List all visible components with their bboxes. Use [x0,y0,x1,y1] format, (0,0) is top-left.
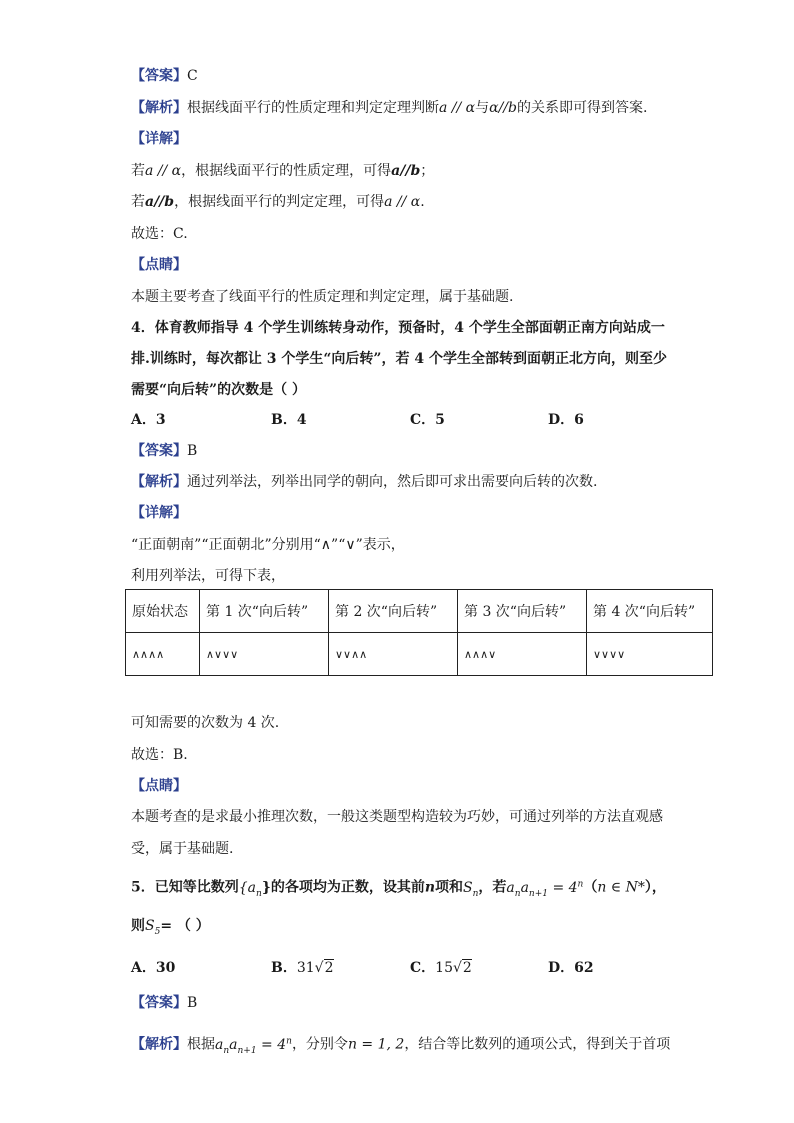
detail-tag: 【详解】 [131,505,187,521]
comment-tag: 【点睛】 [131,257,187,273]
text: 项和 [435,879,464,896]
q4-stem-line2: 排.训练时，每次都让 3 个学生“向后转”，若 4 个学生全部转到面朝正北方向，则至少 [131,351,667,367]
table-header-cell: 第 4 次“向后转” [587,590,713,633]
table-cell: ∨∨∧∧ [329,633,458,676]
q4-option-c: C．5 [410,412,445,428]
math-expr: α//b [489,100,517,116]
q3-comment-text: 本题主要考查了线面平行的性质定理和判定定理，属于基础题. [131,289,514,305]
analysis-text: 与 [475,100,490,116]
q5-analysis-line [131,1031,670,1060]
math-expr: a // α [439,100,476,116]
text: }的各项均为正数，设其前 [261,879,425,896]
analysis-text: 通过列举法，列举出同学的朝向，然后即可求出需要向后转的次数. [187,474,598,490]
table-header-cell: 原始状态 [126,590,200,633]
table-cell: ∧∧∧∨ [458,633,587,676]
table-header-cell: 第 2 次“向后转” [329,590,458,633]
table-header-cell: 第 1 次“向后转” [200,590,329,633]
text: ； [420,163,435,179]
text: 若 [131,194,145,210]
analysis-tag: 【解析】 [131,474,187,490]
math-expr: $S_n$ [463,879,479,899]
analysis-tag: 【解析】 [131,100,187,116]
q3-detail-heading [131,129,187,149]
math-expr: n ∈ N* [597,879,645,896]
math-part: S [463,879,473,896]
option-label: C． [410,960,436,976]
text: = （ ） [160,918,210,934]
q4-analysis-line [131,472,597,492]
text: 则 [131,918,145,934]
math-expr: a // α [384,194,421,210]
option-value: 31 [296,960,315,976]
q4-choose: 故选：B. [131,747,188,763]
q4-comment-heading [131,776,187,796]
option-value: 15 [435,960,453,976]
q3-detail-line1 [131,161,434,181]
orientation-table [125,589,713,676]
q5-answer-line [131,993,197,1013]
math-expr: a // α [145,163,182,179]
comment-tag: 【点睛】 [131,778,187,794]
answer-value: B [187,995,198,1011]
math-expr: $a_na_{n+1} = 4^n$ [215,1036,292,1056]
math-expr: n [424,879,436,896]
answer-tag: 【答案】 [131,443,187,459]
table-header-cell: 第 3 次“向后转” [458,590,587,633]
math-expr: {$a_n$ [238,879,262,899]
q4-comment-line2: 受，属于基础题. [131,841,234,857]
q4-option-b: B．4 [271,412,307,428]
q4-after-line: 可知需要的次数为 4 次. [131,715,280,731]
text: 5．已知等比数列 [131,879,239,896]
q4-option-a: A．3 [131,412,166,428]
answer-tag: 【答案】 [131,68,187,84]
q3-choose: 故选：C. [131,226,188,242]
q4-option-d: D．6 [548,412,584,428]
q3-detail-line2 [131,192,425,212]
q5-option-c: C．15√2 [410,960,472,976]
q4-comment-line1: 本题考查的是求最小推理次数，一般这类题型构造较为巧妙，可通过列举的方法直观感 [131,809,663,825]
answer-value: B [187,443,198,459]
text: . [420,194,425,210]
table-header-row [126,590,713,633]
q5-option-b: B．31√2 [271,960,334,976]
q4-detail-heading [131,503,187,523]
table-cell: ∧∨∨∨ [200,633,329,676]
math-part: {a [238,879,257,896]
text: ）， [644,879,666,896]
text: 根据 [187,1036,215,1053]
q3-analysis-line [131,98,647,118]
answer-value: C [187,68,198,84]
math-part: = 4 [552,879,578,896]
text: ，根据线面平行的判定定理，可得 [174,194,385,210]
q3-answer-line [131,66,198,86]
radicand: 2 [462,960,472,976]
table-row [126,633,713,676]
q4-detail-line1: “正面朝南”“正面朝北”分别用“∧”“∨”表示， [131,537,405,553]
table-cell: ∨∨∨∨ [587,633,713,676]
math-expr: a//b [145,194,175,210]
radicand: 2 [324,960,334,976]
math-expr: n = 1, 2 [347,1036,405,1053]
text: （ [583,879,598,896]
detail-tag: 【详解】 [131,131,187,147]
analysis-text: 的关系即可得到答案. [517,100,648,116]
option-label: B． [271,960,297,976]
q3-comment-heading [131,255,187,275]
analysis-text: 根据线面平行的性质定理和判定定理判断 [187,100,439,116]
q5-option-d: D．62 [548,960,594,976]
text: ，若 [478,879,507,896]
answer-tag: 【答案】 [131,995,187,1011]
text: ，根据线面平行的性质定理，可得 [181,163,392,179]
q5-stem-line1 [131,874,666,903]
text: ，分别令 [291,1036,348,1053]
text: 若 [131,163,145,179]
text: ，结合等比数列的通项公式，得到关于首项 [404,1036,671,1053]
q4-stem-line3: 需要“向后转”的次数是（ ） [131,382,306,398]
analysis-tag: 【解析】 [131,1036,187,1053]
q4-detail-line2: 利用列举法，可得下表， [131,568,285,584]
q4-answer-line [131,441,197,461]
q5-option-a: A．30 [131,960,176,976]
table-cell: ∧∧∧∧ [126,633,200,676]
math-expr: $a_na_{n+1} = 4^n$ [506,879,584,899]
q4-stem-line1: 4．体育教师指导 4 个学生训练转身动作，预备时，4 个学生全部面朝正南方向站成一 [131,320,665,336]
q5-stem-line2: 则$S_5=$ （ ） [131,918,210,937]
math-expr: a//b [391,163,421,179]
